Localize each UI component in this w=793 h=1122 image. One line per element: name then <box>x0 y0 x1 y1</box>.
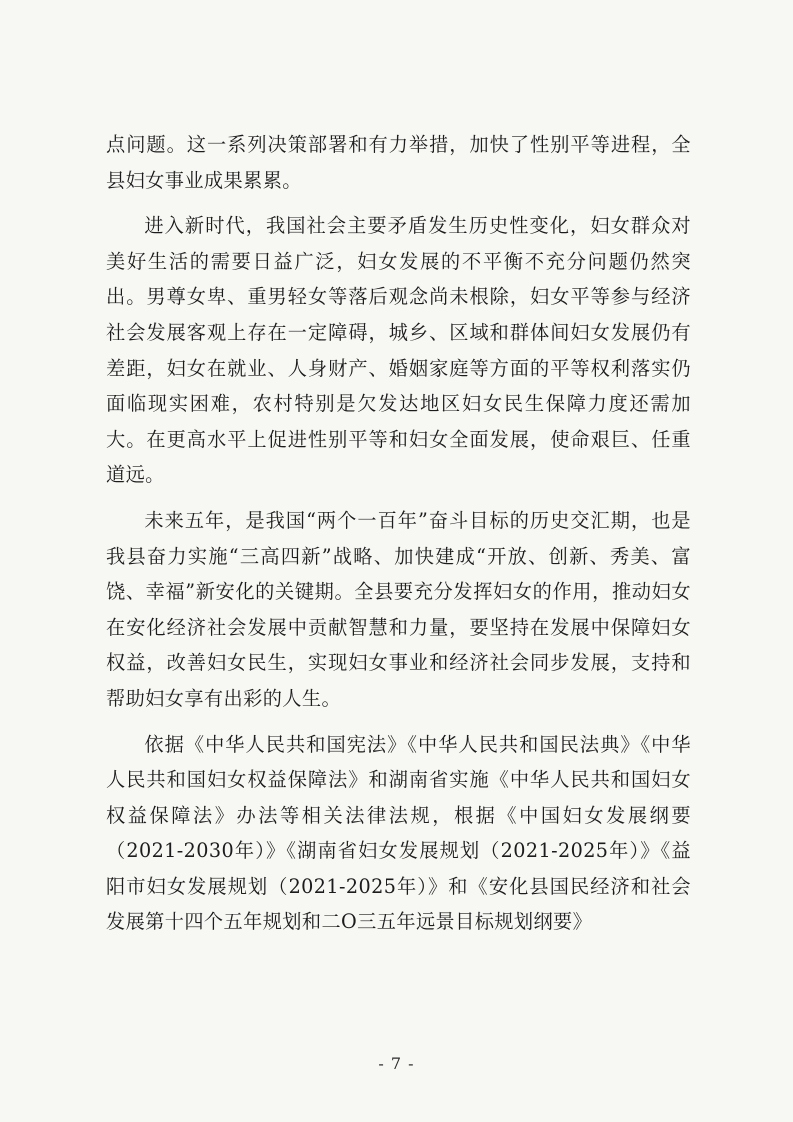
paragraph-legal-basis: 依据《中华人民共和国宪法》《中华人民共和国民法典》《中华人民共和国妇女权益保障法》和湖南省实施《中华人民共和国妇女权益保障法》办法等相关法律法规，根据《中国妇女发展纲要（2021-2030年）》《湖南省妇女发展规划（2021-2025年）》《益阳市妇女发展规划（2021-2025年）》和《安化县国民经济和社会发展第十四个五年规划和二O三五年远景目标规划纲要》 <box>106 732 691 934</box>
paragraph-new-era: 进入新时代，我国社会主要矛盾发生历史性变化，妇女群众对美好生活的需要日益广泛，妇女发展的不平衡不充分问题仍然突出。男尊女卑、重男轻女等落后观念尚未根除，妇女平等参与经济社会发展客观上存在一定障碍，城乡、区域和群体间妇女发展仍有差距，妇女在就业、人身财产、婚姻家庭等方面的平等权利落实仍面临现实困难，农村特别是欠发达地区妇女民生保障力度还需加大。在更高水平上促进性别平等和妇女全面发展，使命艰巨、任重道远。 <box>106 214 691 487</box>
page-number: - 7 - <box>378 1054 415 1073</box>
body-text <box>106 127 691 950</box>
paragraph-continuation: 点问题。这一系列决策部署和有力举措，加快了性别平等进程，全县妇女事业成果累累。 <box>106 133 691 192</box>
paragraph-next-five-years: 未来五年，是我国“两个一百年”奋斗目标的历史交汇期，也是我县奋力实施“三高四新”战略、加快建成“开放、创新、秀美、富饶、幸福”新安化的关键期。全县要充分发挥妇女的作用，推动妇女在安化经济社会发展中贡献智慧和力量，要坚持在发展中保障妇女权益，改善妇女民生，实现妇女事业和经济社会同步发展，支持和帮助妇女享有出彩的人生。 <box>106 508 691 710</box>
